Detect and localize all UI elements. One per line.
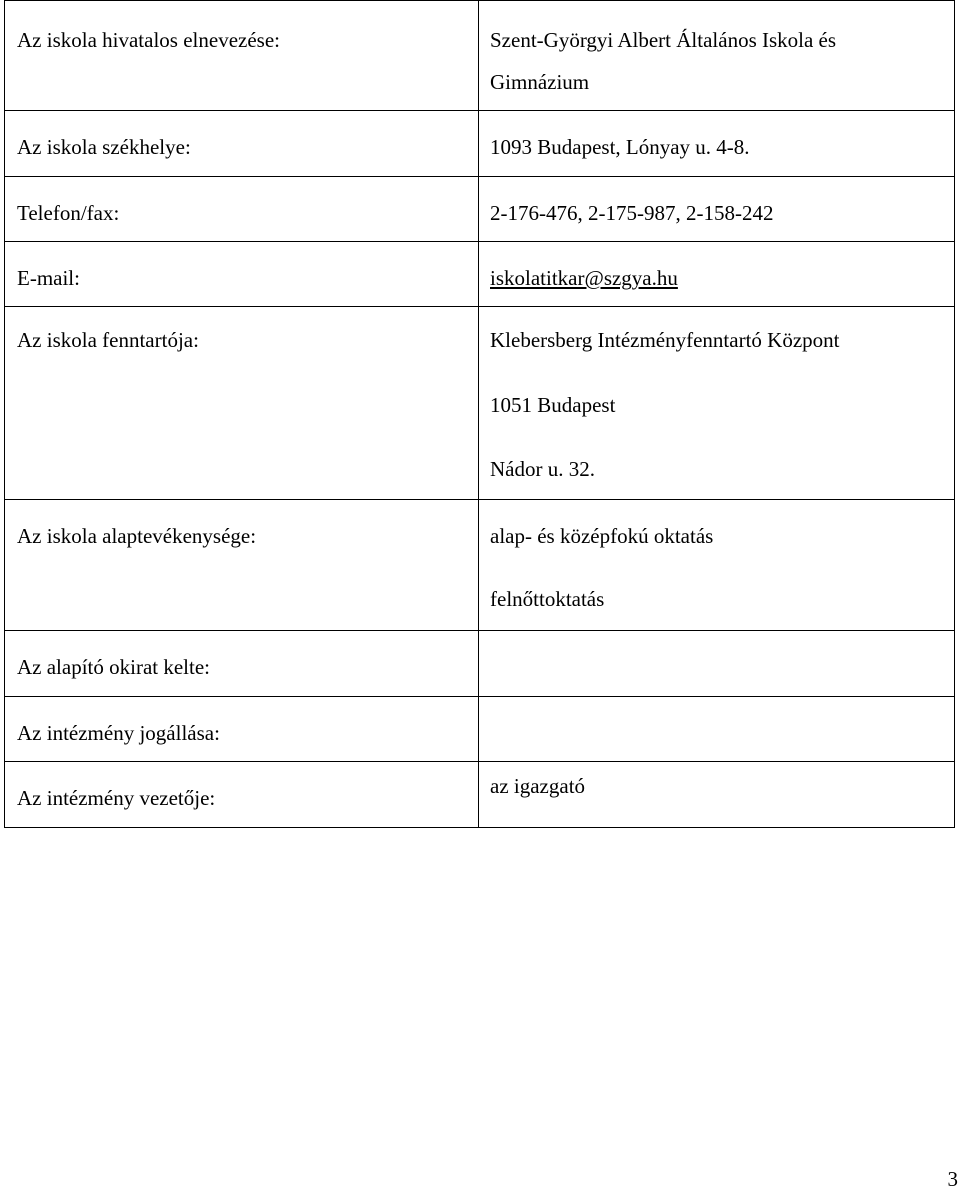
maintainer-line-3: Nádor u. 32. <box>490 457 595 481</box>
table-row <box>5 307 955 500</box>
head-value: az igazgató <box>490 774 586 798</box>
maintainer-line-2: 1051 Budapest <box>490 393 616 417</box>
row-label-email: E-mail: <box>17 266 80 290</box>
row-label-activity: Az iskola alaptevékenysége: <box>17 524 257 548</box>
page-number: 3 <box>947 1167 958 1191</box>
maintainer-line-1: Klebersberg Intézményfenntartó Központ <box>490 328 840 352</box>
row-label-founding-date: Az alapító okirat kelte: <box>17 655 211 679</box>
row-label-head: Az intézmény vezetője: <box>17 786 216 810</box>
table-row <box>5 1 955 111</box>
value-cell <box>479 111 955 177</box>
school-name-line-2: Gimnázium <box>490 70 590 94</box>
value-cell <box>479 1 955 111</box>
label-cell <box>5 177 479 242</box>
email-link[interactable]: iskolatitkar@szgya.hu <box>490 266 678 290</box>
table-row <box>5 111 955 177</box>
value-cell <box>479 762 955 828</box>
activity-line-1: alap- és középfokú oktatás <box>490 524 714 548</box>
value-cell <box>479 697 955 762</box>
label-cell <box>5 111 479 177</box>
founding-date-value <box>490 656 954 678</box>
row-label-phone: Telefon/fax: <box>17 201 120 225</box>
table-row <box>5 500 955 631</box>
value-cell <box>479 500 955 631</box>
value-cell <box>479 242 955 307</box>
row-label-legal-status: Az intézmény jogállása: <box>17 721 220 745</box>
value-cell <box>479 307 955 500</box>
legal-status-value <box>490 722 954 744</box>
table-row <box>5 697 955 762</box>
label-cell <box>5 762 479 828</box>
table-row <box>5 177 955 242</box>
school-seat-value: 1093 Budapest, Lónyay u. 4-8. <box>490 135 750 159</box>
label-cell <box>5 500 479 631</box>
table-row <box>5 762 955 828</box>
value-cell <box>479 177 955 242</box>
label-cell <box>5 1 479 111</box>
row-label-name: Az iskola hivatalos elnevezése: <box>17 28 280 52</box>
row-label-maintainer: Az iskola fenntartója: <box>17 328 199 352</box>
phone-value: 2-176-476, 2-175-987, 2-158-242 <box>490 201 774 225</box>
label-cell <box>5 631 479 697</box>
school-info-table <box>4 0 955 828</box>
table-row <box>5 631 955 697</box>
row-label-seat: Az iskola székhelye: <box>17 135 191 159</box>
label-cell <box>5 242 479 307</box>
table-row <box>5 242 955 307</box>
value-cell <box>479 631 955 697</box>
label-cell <box>5 307 479 500</box>
school-name-line-1: Szent-Györgyi Albert Általános Iskola és <box>490 28 837 52</box>
label-cell <box>5 697 479 762</box>
activity-line-2: felnőttoktatás <box>490 587 605 611</box>
